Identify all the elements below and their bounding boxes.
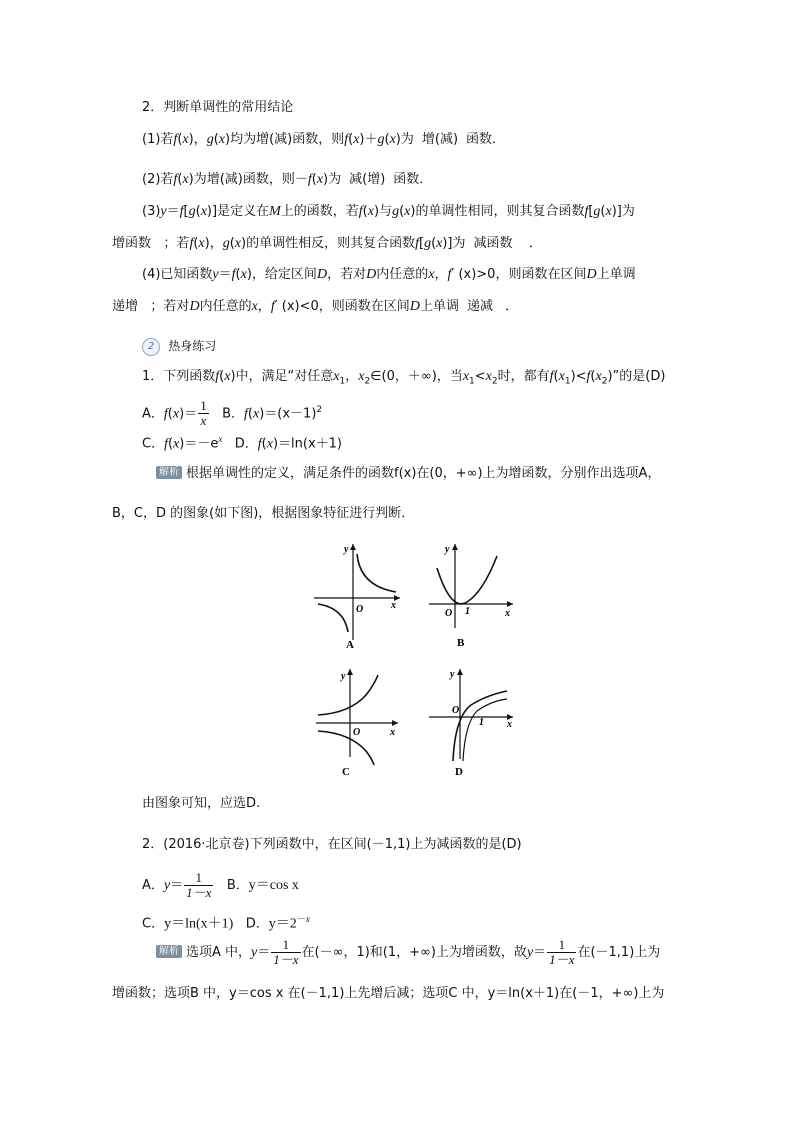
rule-3-line1: (3)y＝f[g(x)]是定义在M上的函数，若f(x)与g(x)的单调性相同，则其复合函数f[g(x)]为 <box>142 204 635 219</box>
curve-upper <box>318 675 378 715</box>
q1-analysis-line2: B，C，D 的图象(如下图)，根据图象特征进行判断． <box>112 506 415 521</box>
rule-4-line2: 递增 ；若对D内任意的x，f′ (x)<0，则函数在区间D上单调 递减 ． <box>112 299 519 314</box>
curve-ln-shift <box>463 699 507 761</box>
curve-lower <box>318 604 348 632</box>
svg-text:y: y <box>450 669 455 680</box>
svg-text:O: O <box>356 604 364 615</box>
graph-c <box>308 665 403 777</box>
rule-4-line1: (4)已知函数y＝f(x)，给定区间D，若对D内任意的x，f′ (x)>0，则函数在区间D上单调 <box>142 267 636 282</box>
svg-text:1: 1 <box>479 717 484 728</box>
svg-text:A: A <box>346 639 354 650</box>
analysis-tag: 解析 <box>156 945 182 958</box>
rule-1: (1)若f(x)，g(x)均为增(减)函数，则f(x)＋g(x)为 增(减) 函数． <box>142 132 506 147</box>
svg-text:x: x <box>505 608 510 619</box>
svg-text:x: x <box>391 600 396 611</box>
svg-text:y: y <box>341 671 346 682</box>
svg-text:D: D <box>455 766 463 777</box>
svg-text:y: y <box>445 544 450 555</box>
answer-blank: 增(减) <box>421 132 459 147</box>
q2-stem: 2．(2016·北京卷)下列函数中，在区间(－1,1)上为减函数的是(D) <box>142 837 522 852</box>
answer-blank: 递增 <box>112 299 139 314</box>
svg-text:y: y <box>344 544 349 555</box>
svg-text:C: C <box>342 766 350 777</box>
q1-options-ab: A．f(x)＝ $\frac{1}{x}$ B．$f(x)=(x-1)^2$ <box>142 398 323 429</box>
answer-blank: 减(增) <box>349 172 386 187</box>
svg-text:O: O <box>452 705 460 716</box>
curve-lower <box>318 731 374 765</box>
svg-text:x: x <box>390 727 395 738</box>
answer-blank: 减函数 <box>473 236 513 251</box>
svg-text:x: x <box>507 719 512 730</box>
q1-stem: 1．下列函数f(x)中，满足“对任意$x_1$，$x_2\in(0$，＋∞)，当$x_1<x_2$时，都有$f(x_1)<f(x_2)$”的是(D) <box>142 369 666 387</box>
svg-text:O: O <box>353 727 361 738</box>
warmup-badge-icon: 2 <box>142 338 160 356</box>
parabola <box>437 556 497 604</box>
q1-conclusion: 由图象可知，应选D. <box>142 796 261 811</box>
curve-upper <box>357 554 396 592</box>
q2-analysis-line2: 增函数；选项B 中，y＝cos x 在(－1,1)上先增后减；选项C 中，y＝ln(x＋1)在(－1，+∞)上为 <box>112 986 665 1001</box>
graph-d <box>425 665 520 777</box>
svg-text:1: 1 <box>465 606 470 617</box>
svg-text:B: B <box>457 637 465 649</box>
q2-options-cd: C．y＝ln(x＋1) D．$y=2^{-x}$ <box>142 914 310 932</box>
section-heading: 2．判断单调性的常用结论 <box>142 100 294 115</box>
answer-blank: 增函数 <box>112 236 152 251</box>
q1-analysis-line1: 解析 根据单调性的定义，满足条件的函数f(x)在(0，+∞)上为增函数，分别作出选项A， <box>156 465 660 483</box>
graph-a <box>308 540 403 650</box>
q1-options-cd: C．$f(x)=-e^x$ D．f(x)＝ln(x＋1) <box>142 434 342 452</box>
q2-analysis-line1: 解析 选项A 中，y＝ $\frac{1}{1-x}$ 在(－∞，1)和(1，+∞)上为增函数，故y＝ $\frac{1}{1-x}$ 在(－1,1)上为 <box>156 938 660 968</box>
answer-blank: 递减 <box>466 299 493 314</box>
rule-2: (2)若f(x)为增(减)函数，则－f(x)为 减(增) 函数． <box>142 172 433 187</box>
analysis-tag: 解析 <box>156 466 182 479</box>
rule-3-line2: 增函数 ；若f(x)，g(x)的单调性相反，则其复合函数f[g(x)]为 减函数 ． <box>112 236 542 251</box>
q2-options-ab: A．y＝ $\frac{1}{1-x}$ B．y＝cos x <box>142 870 299 900</box>
svg-text:O: O <box>445 608 453 619</box>
graph-b <box>425 540 520 650</box>
warmup-heading: 2 热身练习 <box>142 337 216 356</box>
